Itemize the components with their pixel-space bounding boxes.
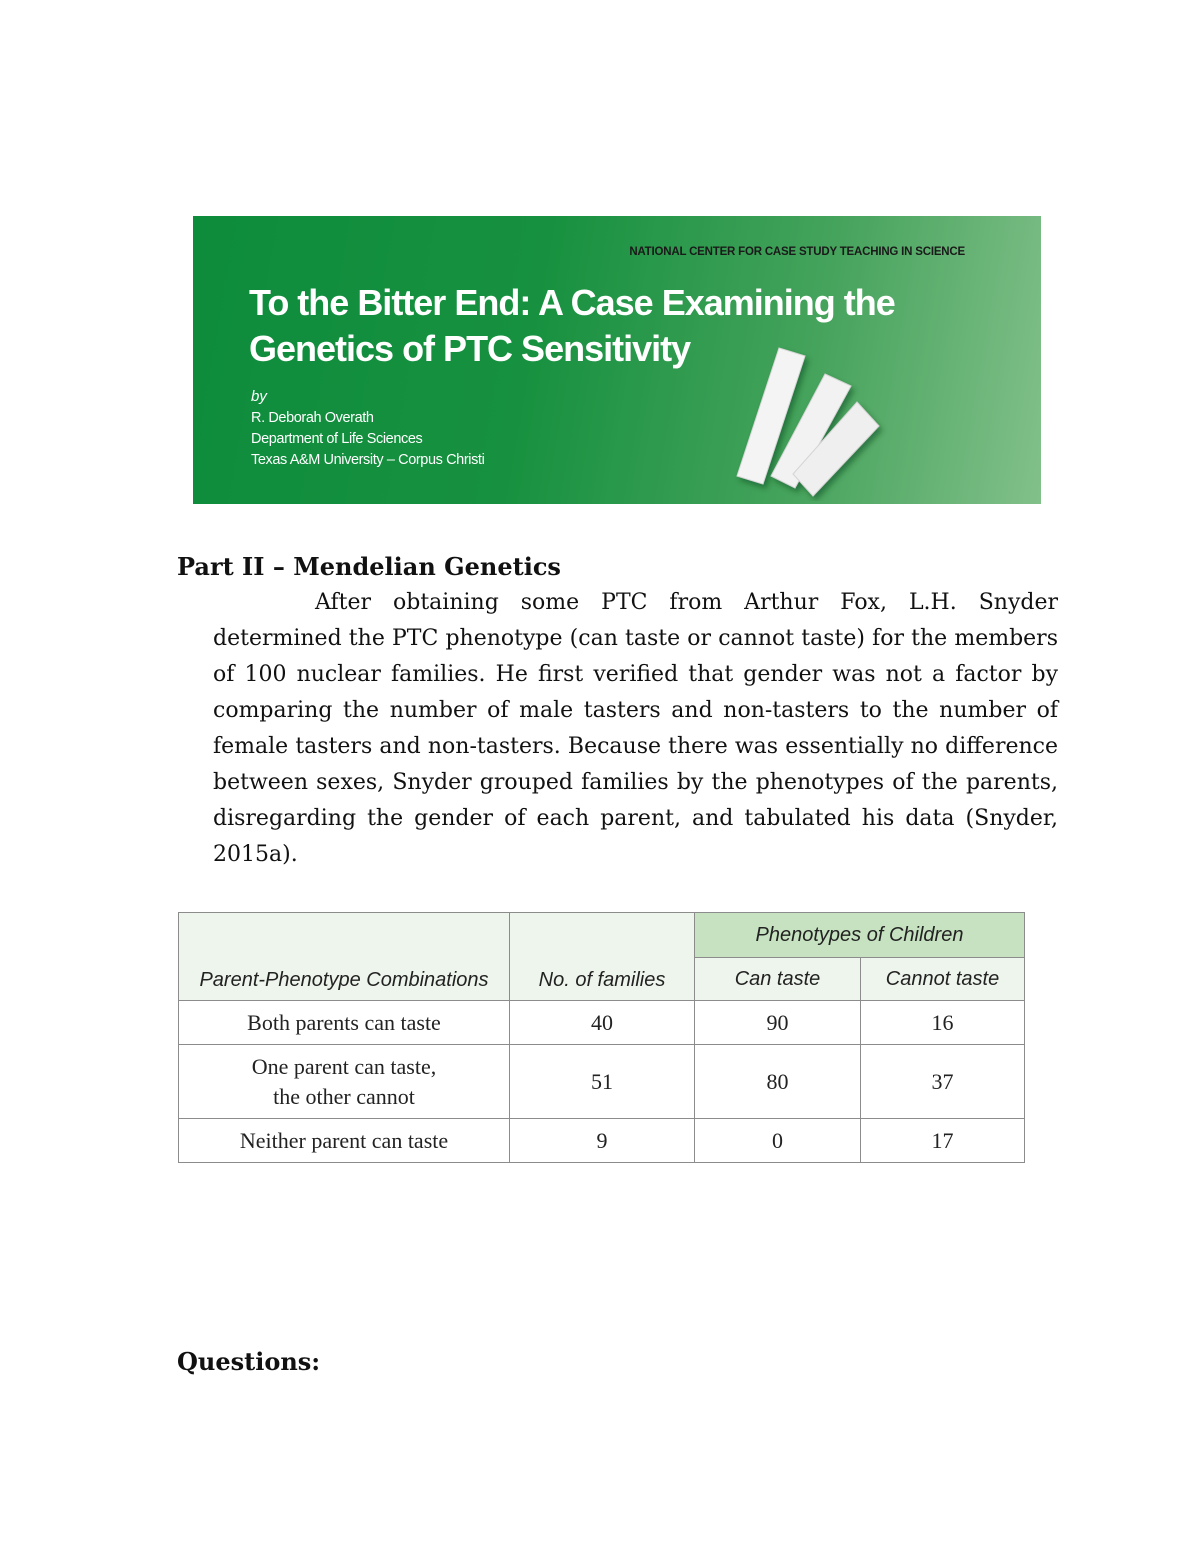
row-cannot-taste: 17 — [861, 1119, 1025, 1163]
banner-organization: NATIONAL CENTER FOR CASE STUDY TEACHING IN SCIENCE — [629, 246, 965, 258]
header-number-of-families: No. of families — [510, 913, 695, 1001]
banner-department: Department of Life Sciences — [251, 431, 423, 447]
banner-author: R. Deborah Overath — [251, 410, 374, 426]
table-row — [179, 1001, 1025, 1045]
row-label: Neither parent can taste — [179, 1119, 510, 1163]
test-strips-illustration — [733, 326, 933, 501]
row-label: Both parents can taste — [179, 1001, 510, 1045]
banner-by: by — [251, 388, 267, 405]
row-can-taste: 0 — [695, 1119, 861, 1163]
questions-heading: Questions: — [177, 1347, 321, 1376]
banner-title-line-1: To the Bitter End: A Case Examining the — [249, 282, 895, 323]
case-banner — [193, 216, 1041, 504]
banner-title-line-2: Genetics of PTC Sensitivity — [249, 328, 691, 369]
table-row — [179, 1045, 1025, 1119]
row-families: 40 — [510, 1001, 695, 1045]
section-heading: Part II – Mendelian Genetics — [177, 552, 561, 581]
banner-credits — [251, 408, 484, 471]
header-phenotypes-of-children: Phenotypes of Children — [695, 913, 1025, 958]
table-row — [179, 1119, 1025, 1163]
header-parent-phenotype-combinations: Parent-Phenotype Combinations — [179, 913, 510, 1001]
banner-university: Texas A&M University – Corpus Christi — [251, 452, 485, 468]
row-families: 9 — [510, 1119, 695, 1163]
header-cannot-taste: Cannot taste — [861, 958, 1025, 1001]
row-label-line-2: the other cannot — [273, 1083, 415, 1109]
row-families: 51 — [510, 1045, 695, 1119]
row-can-taste: 80 — [695, 1045, 861, 1119]
header-can-taste: Can taste — [695, 958, 861, 1001]
ptc-family-table — [178, 912, 1025, 1163]
row-cannot-taste: 37 — [861, 1045, 1025, 1119]
row-cannot-taste: 16 — [861, 1001, 1025, 1045]
row-label-line-1: One parent can taste, — [251, 1053, 437, 1079]
section-paragraph: After obtaining some PTC from Arthur Fox, L.H. Snyder determined the PTC phenotype (can taste or cannot taste) for the members of 100 nuclear families. He first verified that gender was not a factor by comparing the number of male tasters and non-tasters to the number of female tasters and non-tasters. Because there was essentially no difference between sexes, Snyder grouped families by the phenotypes of the parents, disregarding the gender of each parent, and tabulated his data (Snyder, 2015a). — [213, 590, 1058, 867]
row-can-taste: 90 — [695, 1001, 861, 1045]
row-label — [179, 1045, 510, 1119]
